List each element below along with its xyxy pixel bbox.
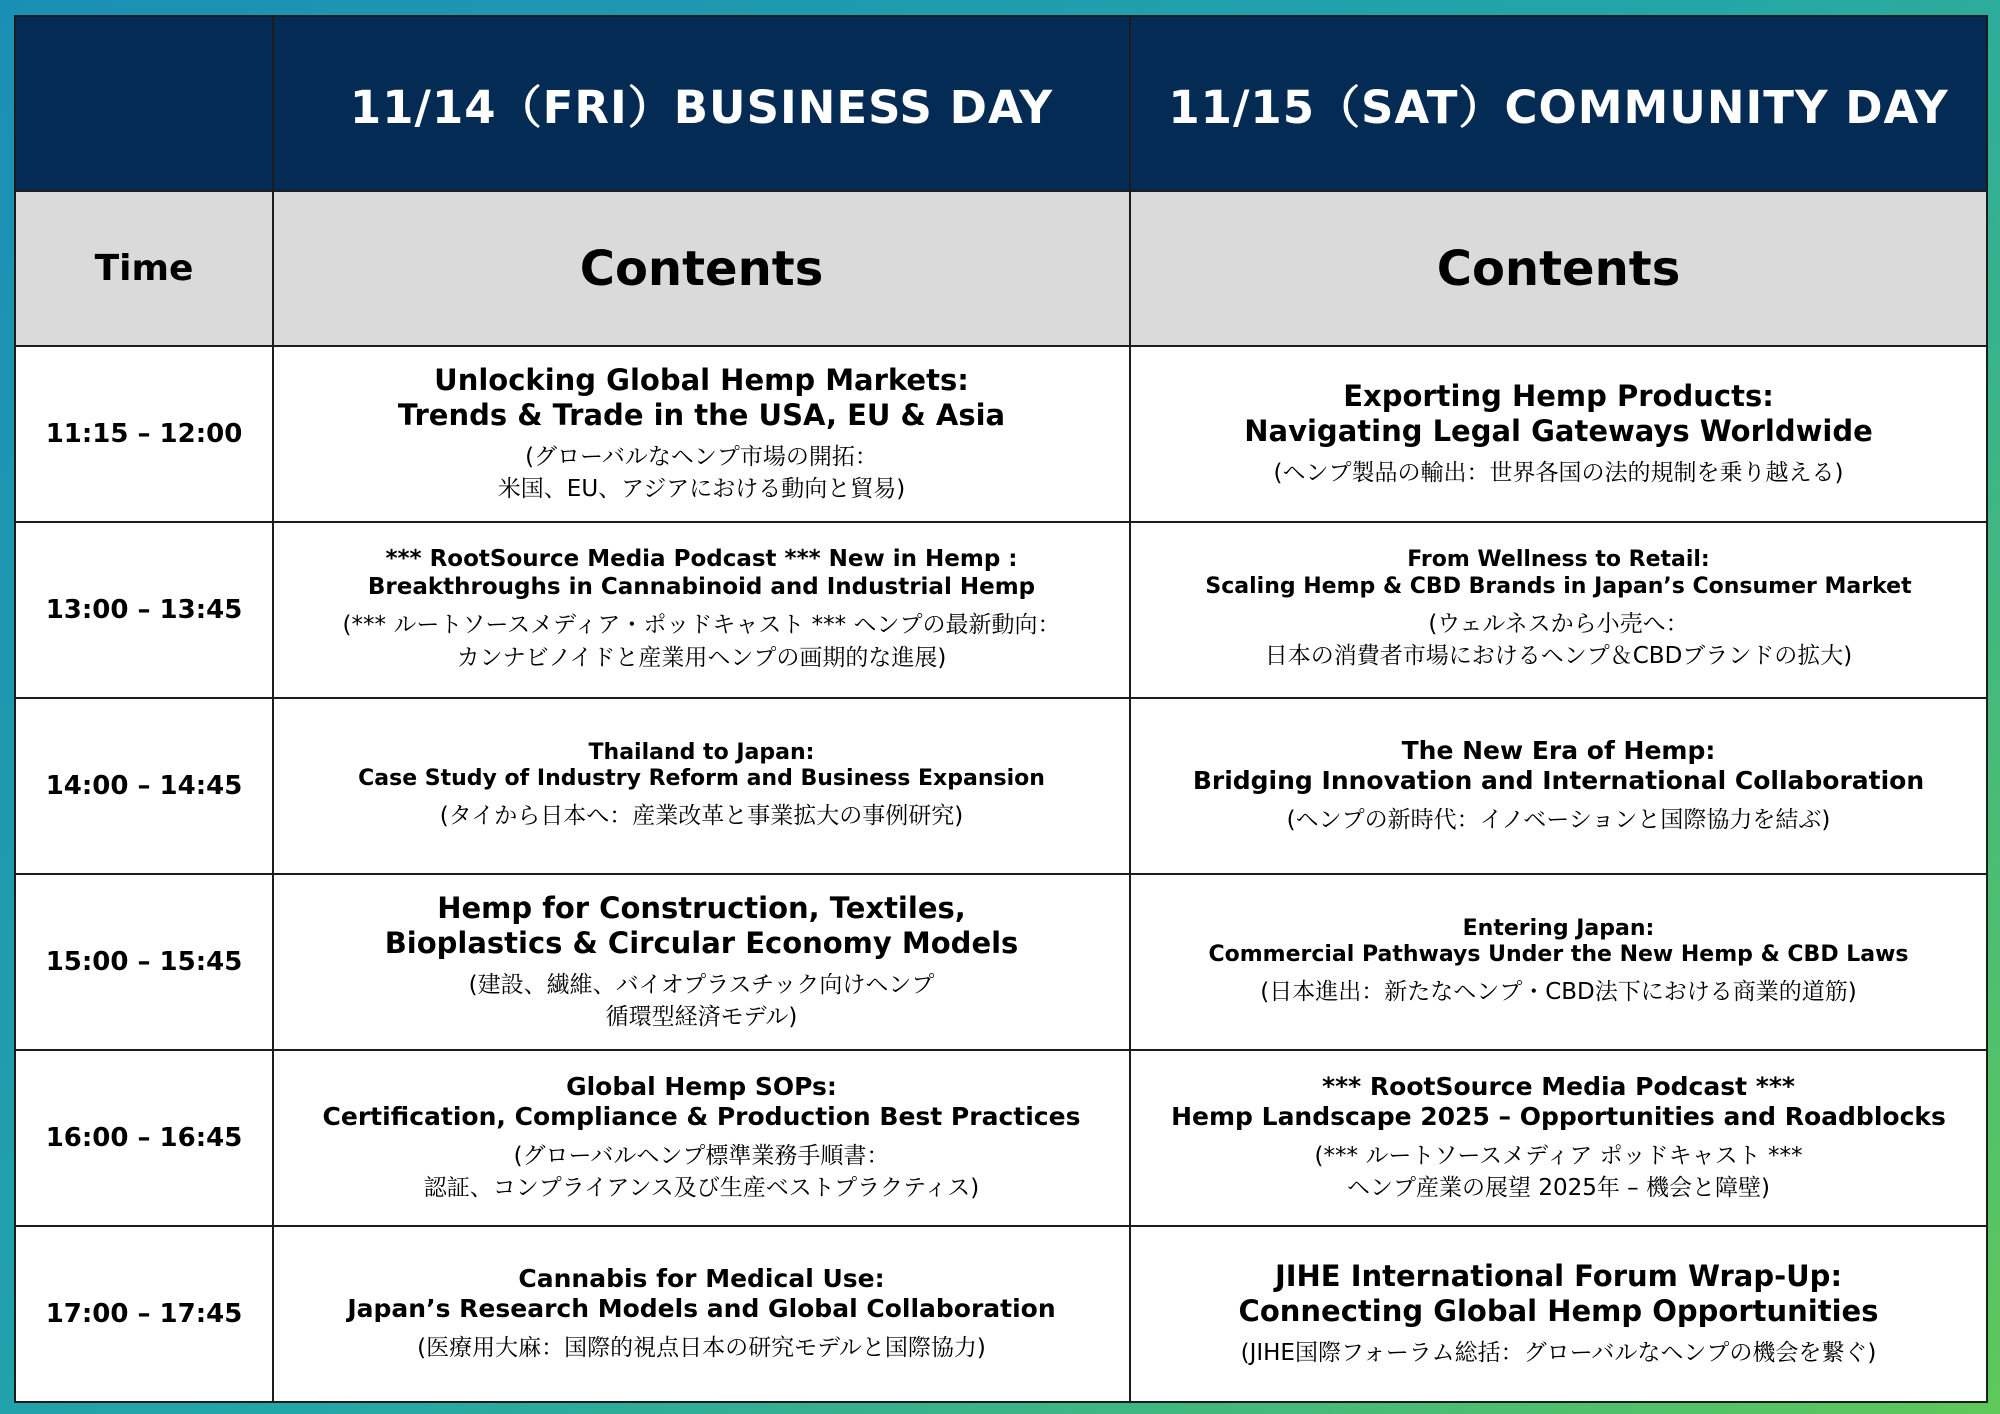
saturday-session-cell	[1130, 522, 1987, 698]
session-row	[15, 346, 1987, 522]
session-time: 14:00 – 14:45	[15, 698, 273, 874]
column-header-row	[15, 191, 1987, 346]
schedule-table	[14, 15, 1988, 1403]
session-title: Global Hemp SOPs: Certification, Compliance & Production Best Practices	[322, 1071, 1081, 1131]
session-japanese-subtitle: (JIHE国際フォーラム総括：グローバルなヘンプの機会を繋ぐ)	[1240, 1339, 1877, 1366]
session-japanese-subtitle: (タイから日本へ：産業改革と事業拡大の事例研究)	[439, 803, 964, 830]
session-row	[15, 698, 1987, 874]
session-title: Unlocking Global Hemp Markets: Trends & Trade in the USA, EU & Asia	[397, 363, 1006, 432]
session-japanese-subtitle: (*** ルートソースメディア・ポッドキャスト *** ヘンプの最新動向： カンナビノイドと産業用ヘンプの画期的な進展)	[342, 612, 1061, 671]
session-japanese-subtitle: (ヘンプの新時代：イノベーションと国際協力を結ぶ)	[1286, 806, 1831, 833]
friday-session-cell	[273, 1226, 1130, 1402]
friday-session-cell	[273, 346, 1130, 522]
session-time: 13:00 – 13:45	[15, 522, 273, 698]
session-japanese-subtitle: (日本進出：新たなヘンプ・CBD法下における商業的道筋)	[1260, 979, 1857, 1006]
session-title: *** RootSource Media Podcast *** New in Hemp : Breakthroughs in Cannabinoid and Industrial Hemp	[367, 546, 1036, 600]
session-title: Hemp for Construction, Textiles, Bioplastics & Circular Economy Models	[384, 891, 1019, 960]
session-row	[15, 1226, 1987, 1402]
session-row	[15, 1050, 1987, 1226]
session-title: *** RootSource Media Podcast *** Hemp Landscape 2025 – Opportunities and Roadblocks	[1171, 1071, 1946, 1131]
session-title: From Wellness to Retail: Scaling Hemp & CBD Brands in Japan’s Consumer Market	[1205, 547, 1912, 599]
friday-contents-header: Contents	[273, 191, 1130, 346]
session-japanese-subtitle: (建設、繊維、バイオプラスチック向けヘンプ 循環型経済モデル)	[468, 971, 935, 1030]
session-japanese-subtitle: (医療用大麻：国際的視点日本の研究モデルと国際協力)	[417, 1334, 986, 1361]
saturday-session-cell	[1130, 874, 1987, 1050]
friday-session-cell	[273, 698, 1130, 874]
session-time: 16:00 – 16:45	[15, 1050, 273, 1226]
friday-session-cell	[273, 522, 1130, 698]
saturday-day-heading: 11/15（SAT）COMMUNITY DAY	[1130, 16, 1987, 191]
session-time: 17:00 – 17:45	[15, 1226, 273, 1402]
header-blank-cell	[15, 16, 273, 191]
friday-session-cell	[273, 874, 1130, 1050]
session-title: The New Era of Hemp: Bridging Innovation and International Collaboration	[1192, 735, 1925, 795]
session-japanese-subtitle: (ヘンプ製品の輸出：世界各国の法的規制を乗り越える)	[1273, 459, 1844, 486]
session-japanese-subtitle: (グローバルヘンプ標準業務手順書： 認証、コンプライアンス及び生産ベストプラクティス)	[423, 1142, 980, 1201]
saturday-session-cell	[1130, 1050, 1987, 1226]
session-time: 15:00 – 15:45	[15, 874, 273, 1050]
saturday-session-cell	[1130, 1226, 1987, 1402]
session-japanese-subtitle: (ウェルネスから小売へ： 日本の消費者市場におけるヘンプ＆CBDブランドの拡大)	[1264, 611, 1853, 670]
session-japanese-subtitle: (*** ルートソースメディア ポッドキャスト *** ヘンプ産業の展望 2025年 – 機会と障壁)	[1314, 1142, 1803, 1201]
saturday-session-cell	[1130, 346, 1987, 522]
session-title: Entering Japan: Commercial Pathways Under the New Hemp & CBD Laws	[1208, 915, 1909, 967]
saturday-contents-header: Contents	[1130, 191, 1987, 346]
session-time: 11:15 – 12:00	[15, 346, 273, 522]
friday-day-heading: 11/14（FRI）BUSINESS DAY	[273, 16, 1130, 191]
session-title: JIHE International Forum Wrap-Up: Connecting Global Hemp Opportunities	[1238, 1259, 1879, 1328]
session-japanese-subtitle: (グローバルなヘンプ市場の開拓： 米国、EU、アジアにおける動向と貿易)	[497, 443, 906, 502]
session-title: Thailand to Japan: Case Study of Industry Reform and Business Expansion	[358, 739, 1045, 791]
session-row	[15, 874, 1987, 1050]
schedule-frame	[14, 15, 1986, 1401]
session-title: Cannabis for Medical Use: Japan’s Research Models and Global Collaboration	[347, 1263, 1056, 1323]
day-header-row	[15, 16, 1987, 191]
friday-session-cell	[273, 1050, 1130, 1226]
session-row	[15, 522, 1987, 698]
time-column-header: Time	[15, 191, 273, 346]
session-title: Exporting Hemp Products: Navigating Legal Gateways Worldwide	[1244, 379, 1873, 448]
saturday-session-cell	[1130, 698, 1987, 874]
